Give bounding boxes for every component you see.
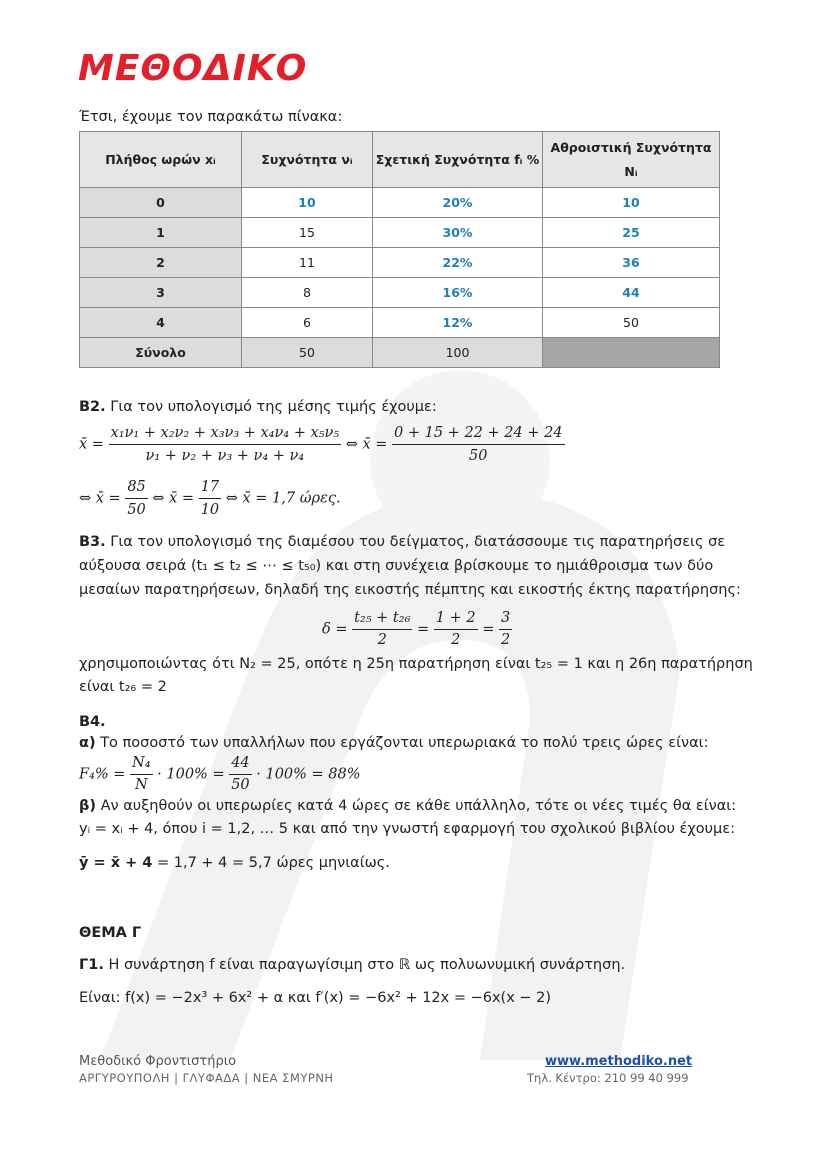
cell: 11 (242, 248, 373, 278)
cell: 50 (543, 308, 720, 338)
theme-title: ΘΕΜΑ Γ (79, 925, 142, 941)
cell: 10 (242, 188, 373, 218)
b3-line-5: είναι t₂₆ = 2 (79, 679, 167, 695)
cell: 44 (543, 278, 720, 308)
g1-line-2: Είναι: f(x) = −2x³ + 6x² + α και f′(x) = −6x² + 12x = −6x(x − 2) (79, 990, 552, 1006)
b3-line-4: χρησιμοποιώντας ότι N₂ = 25, οπότε η 25η παρατήρηση είναι t₂₅ = 1 και η 26η παρατήρηση (79, 656, 753, 672)
cell: 2 (80, 248, 242, 278)
eq-part: ⇔ x̄ = 1,7 ώρες. (225, 490, 341, 507)
b3-label: B3. (79, 534, 106, 550)
eq-equals: = (482, 621, 495, 638)
b4-label: B4. (79, 714, 106, 730)
eq-numerator: 0 + 15 + 22 + 24 + 24 (392, 422, 565, 445)
eq-fraction (434, 608, 478, 651)
b4-b-result-bold: ȳ = x̄ + 4 (79, 855, 153, 871)
header-hours: Πλήθος ωρών xᵢ (80, 132, 242, 188)
table-row (80, 188, 720, 218)
header-cumulative-frequency: Αθροιστική Συχνότητα Nᵢ (543, 132, 720, 188)
eq-numerator: N₄ (130, 753, 153, 775)
b4-b-line-2: yᵢ = xᵢ + 4, όπου i = 1,2, … 5 και από την γνωστή εφαρμογή του σχολικού βιβλίου έχουμε: (79, 821, 735, 837)
cell (543, 338, 720, 368)
cell: 3 (80, 278, 242, 308)
table-header-row (80, 132, 720, 188)
b4-a-text: Το ποσοστό των υπαλλήλων που εργάζονται υπερωριακά το πολύ τρεις ώρες είναι: (100, 735, 709, 751)
b4-b-label: β) (79, 798, 97, 814)
b3-line-3: μεσαίων παρατηρήσεων, δηλαδή της εικοστής πέμπτης και εικοστής έκτης παρατήρησης: (79, 582, 741, 598)
b3-text: Για τον υπολογισμό της διαμέσου του δείγματος, διατάσσουμε τις παρατηρήσεις σε (110, 534, 726, 550)
table-row (80, 308, 720, 338)
cell: 22% (373, 248, 543, 278)
b4-b-line (79, 796, 736, 816)
eq-denominator: 2 (500, 632, 511, 648)
cell: 4 (80, 308, 242, 338)
footer-locations: ΑΡΓΥΡΟΥΠΟΛΗ | ΓΛΥΦΑΔΑ | ΝΕΑ ΣΜΥΡΝΗ (79, 1071, 334, 1085)
b3-line-1 (79, 532, 725, 552)
eq-fraction (229, 753, 251, 796)
eq-numerator: t₂₅ + t₂₆ (352, 608, 412, 630)
eq-numerator: 44 (229, 753, 251, 775)
cell: 10 (543, 188, 720, 218)
eq-denominator: 10 (200, 502, 220, 518)
b3-line-2: αύξουσα σειρά (t₁ ≤ t₂ ≤ ⋯ ≤ t₅₀) και στη συνέχεια βρίσκουμε το ημιάθροισμα των δύο (79, 558, 714, 574)
header-frequency: Συχνότητα νᵢ (242, 132, 373, 188)
b4-a-equation (79, 753, 361, 796)
eq-numerator: 1 + 2 (434, 608, 478, 630)
eq-fraction (499, 608, 512, 651)
cell: Σύνολο (80, 338, 242, 368)
eq-mid: ⇔ x̄ = (345, 436, 388, 453)
eq-numerator: 3 (499, 608, 512, 630)
b2-label: B2. (79, 399, 106, 415)
cell: 15 (242, 218, 373, 248)
eq-part: ⇔ x̄ = (152, 490, 195, 507)
cell: 12% (373, 308, 543, 338)
b2-heading (79, 397, 437, 417)
footer-website-link[interactable]: www.methodiko.net (545, 1054, 693, 1069)
cell: 20% (373, 188, 543, 218)
eq-lhs: x̄ = (79, 436, 104, 453)
eq-fraction (109, 422, 342, 467)
eq-denominator: 50 (127, 502, 146, 518)
eq-lhs: F₄% = (79, 766, 126, 783)
table-row (80, 248, 720, 278)
eq-denominator: 2 (377, 632, 387, 648)
eq-denominator: N (134, 777, 148, 793)
eq-denominator: 50 (231, 777, 250, 793)
cell: 36 (543, 248, 720, 278)
eq-fraction (392, 422, 565, 467)
eq-numerator: 17 (199, 476, 221, 499)
eq-denominator: ν₁ + ν₂ + ν₃ + ν₄ + ν₄ (145, 448, 305, 464)
cell: 6 (242, 308, 373, 338)
table-row (80, 218, 720, 248)
methodiko-logo: ΜΕΘΟΔΙΚΟ (78, 48, 308, 89)
cell: 16% (373, 278, 543, 308)
b4-b-result (79, 853, 390, 873)
eq-fraction (199, 476, 221, 521)
header-relative-frequency: Σχετική Συχνότητα fᵢ % (373, 132, 543, 188)
cell: 30% (373, 218, 543, 248)
b4-a-line (79, 733, 708, 753)
b2-equation-2 (79, 476, 341, 521)
eq-numerator: 85 (125, 476, 147, 499)
eq-denominator: 50 (469, 448, 488, 464)
b4-b-result-rest: = 1,7 + 4 = 5,7 ώρες μηνιαίως. (152, 855, 390, 871)
eq-numerator: x₁ν₁ + x₂ν₂ + x₃ν₃ + x₄ν₄ + x₅ν₅ (109, 422, 342, 445)
cell: 8 (242, 278, 373, 308)
eq-part: ⇔ x̄ = (79, 490, 121, 507)
b3-equation (322, 608, 512, 651)
g1-line (79, 955, 625, 975)
footer-name: Μεθοδικό Φροντιστήριο (79, 1054, 237, 1069)
b2-equation-1 (79, 422, 565, 467)
table-total-row (80, 338, 720, 368)
eq-denominator: 2 (451, 632, 461, 648)
eq-end: · 100% = 88% (256, 766, 361, 783)
cell: 25 (543, 218, 720, 248)
frequency-table (79, 131, 720, 368)
b4-b-text: Αν αυξηθούν οι υπερωρίες κατά 4 ώρες σε κάθε υπάλληλο, τότε οι νέες τιμές θα είναι: (100, 798, 737, 814)
b4-a-label: α) (79, 735, 96, 751)
footer-phone: Τηλ. Κέντρο: 210 99 40 999 (527, 1071, 689, 1085)
b2-text: Για τον υπολογισμό της μέσης τιμής έχουμε: (110, 399, 437, 415)
eq-fraction (125, 476, 147, 521)
eq-fraction (352, 608, 412, 651)
cell: 50 (242, 338, 373, 368)
cell: 100 (373, 338, 543, 368)
eq-lhs: δ = (322, 621, 348, 638)
g1-text: Η συνάρτηση f είναι παραγωγίσιμη στο ℝ ως πολυωνυμική συνάρτηση. (108, 957, 626, 973)
eq-mid: · 100% = (157, 766, 225, 783)
g1-label: Γ1. (79, 957, 104, 973)
table-row (80, 278, 720, 308)
eq-fraction (130, 753, 153, 796)
cell: 0 (80, 188, 242, 218)
eq-equals: = (417, 621, 430, 638)
cell: 1 (80, 218, 242, 248)
intro-text: Έτσι, έχουμε τον παρακάτω πίνακα: (79, 109, 343, 125)
